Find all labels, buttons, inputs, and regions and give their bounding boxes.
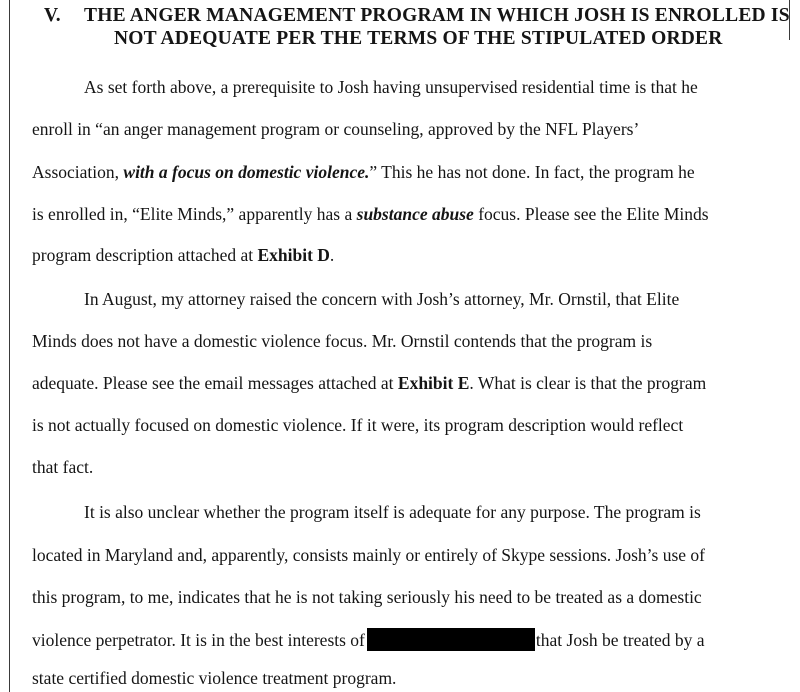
p1-line-5: [32, 245, 334, 265]
left-margin-rule: [9, 0, 10, 692]
p3-line-4: [32, 628, 705, 651]
p1-line-3-text: Association,: [32, 162, 124, 182]
p3-line-2: located in Maryland and, apparently, consists mainly or entirely of Skype sessions. Josh’s use of: [32, 545, 705, 565]
p2-line-3: [32, 373, 706, 393]
p3-line-3: this program, to me, indicates that he is not taking seriously his need to be treated as a domestic: [32, 587, 702, 607]
p1-line-5-text: program description attached at: [32, 245, 258, 265]
p2-line-5: that fact.: [32, 457, 94, 477]
p1-line-4: [32, 204, 709, 224]
p2-line-3-tail: . What is clear is that the program: [469, 373, 707, 393]
p1-line-2: enroll in “an anger management program or counseling, approved by the NFL Players’: [32, 119, 640, 139]
p1-line-5-tail: .: [329, 245, 335, 265]
heading-line-1: [44, 4, 790, 27]
redaction-block: [367, 628, 535, 651]
p2-line-4: is not actually focused on domestic violence. If it were, its program description would reflect: [32, 415, 684, 435]
p2-line-3-text: adequate. Please see the email messages attached at: [32, 373, 398, 393]
emphasis-substance-abuse: substance abuse: [356, 204, 474, 224]
p2-line-1: In August, my attorney raised the concern with Josh’s attorney, Mr. Ornstil, that Elite: [84, 289, 680, 309]
section-number: V.: [44, 5, 61, 26]
p3-line-4-text: violence perpetrator. It is in the best interests of: [32, 630, 365, 650]
heading-text-1: THE ANGER MANAGEMENT PROGRAM IN WHICH JOSH IS ENROLLED IS: [84, 5, 790, 26]
p1-line-3: [32, 162, 695, 182]
exhibit-d-reference: Exhibit D: [257, 245, 330, 265]
p1-line-4-text: is enrolled in, “Elite Minds,” apparently has a: [32, 204, 357, 224]
p1-line-3-tail: ” This he has not done. In fact, the program he: [369, 162, 695, 182]
heading-line-2: NOT ADEQUATE PER THE TERMS OF THE STIPULATED ORDER: [114, 28, 723, 49]
p3-line-1: It is also unclear whether the program itself is adequate for any purpose. The program is: [84, 502, 701, 522]
p3-line-4-tail: that Josh be treated by a: [535, 630, 705, 650]
emphasis-domestic-violence: with a focus on domestic violence.: [123, 162, 370, 182]
exhibit-e-reference: Exhibit E: [397, 373, 470, 393]
p2-line-2: Minds does not have a domestic violence focus. Mr. Ornstil contends that the program is: [32, 331, 653, 351]
p1-line-4-tail: focus. Please see the Elite Minds: [473, 204, 709, 224]
p1-line-1: As set forth above, a prerequisite to Josh having unsupervised residential time is that he: [84, 77, 698, 97]
p3-line-5: state certified domestic violence treatment program.: [32, 668, 397, 688]
